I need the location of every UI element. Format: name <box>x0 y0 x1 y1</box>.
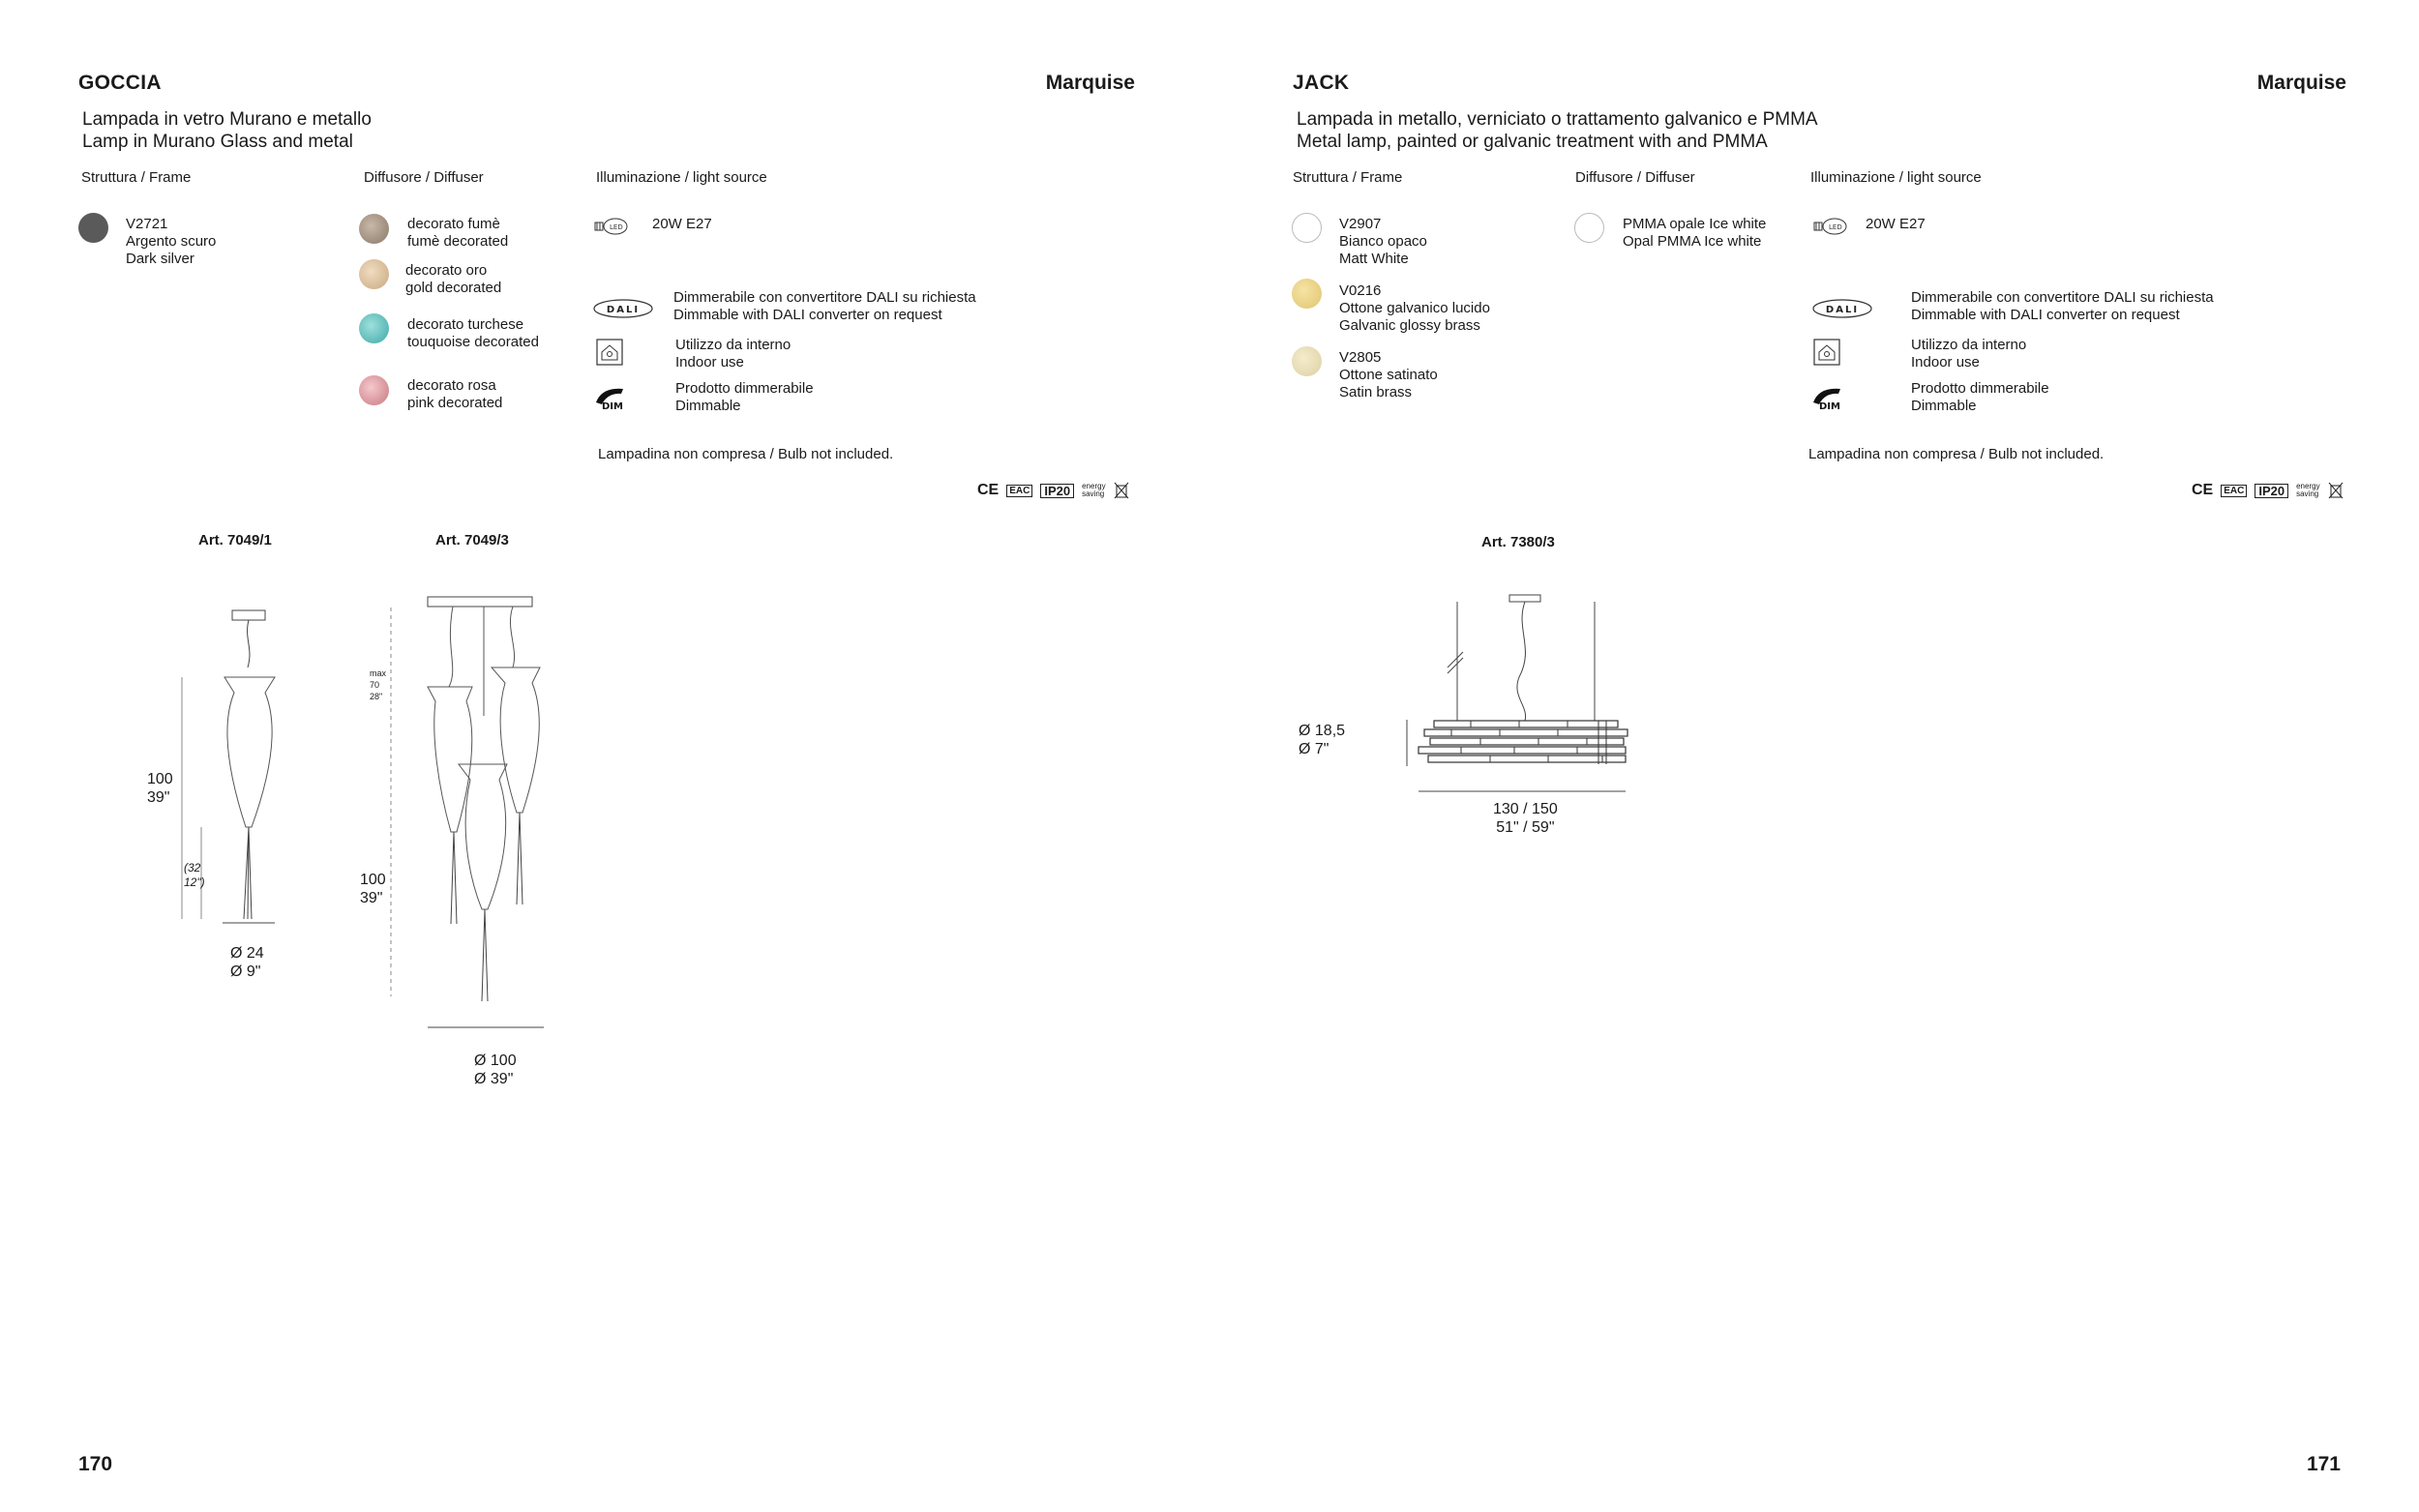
dimmable-text-en: Dimmable <box>1911 398 1977 414</box>
dali-icon-text: DALI <box>606 305 641 315</box>
diffuser-name-it: PMMA opale Ice white <box>1623 216 1767 232</box>
height-dimension <box>1299 722 1345 758</box>
technical-drawing-7049-1 <box>135 600 310 938</box>
column-header-diffuser: Diffusore / Diffuser <box>1575 169 1695 186</box>
frame-name-it: Bianco opaco <box>1339 233 1427 250</box>
frame-name-en: Galvanic glossy brass <box>1339 317 1480 334</box>
diffuser-name-it: decorato turchese <box>407 316 524 333</box>
diffuser-swatch <box>359 375 389 405</box>
frame-name-it: Argento scuro <box>126 233 217 250</box>
frame-finish-label <box>1339 216 1427 268</box>
height-cm: 100 <box>360 872 386 888</box>
height-inch: 39" <box>147 789 170 806</box>
certification-strip <box>2192 482 2344 499</box>
height-dimension <box>360 871 386 907</box>
product-title: JACK <box>1293 72 1350 94</box>
led-bulb-icon <box>1813 217 1852 236</box>
frame-code: V0216 <box>1339 282 1382 299</box>
product-title: GOCCIA <box>78 72 162 94</box>
diffuser-swatch <box>359 259 389 289</box>
diameter-inch: Ø 9" <box>230 964 261 980</box>
indoor-text <box>675 337 791 371</box>
eac-mark-icon: EAC <box>1006 485 1032 497</box>
frame-code: V2805 <box>1339 349 1382 366</box>
brand-name: Marquise <box>2256 72 2346 94</box>
diffuser-name-en: fumè decorated <box>407 233 509 250</box>
indoor-text-it: Utilizzo da interno <box>1911 337 2027 353</box>
diffuser-label <box>407 377 502 412</box>
cable-dimension <box>184 861 205 890</box>
dali-text-it: Dimmerabile con convertitore DALI su richiesta <box>1911 289 2214 306</box>
bulb-note: Lampadina non compresa / Bulb not included. <box>598 446 894 462</box>
page-right <box>1210 0 2419 1512</box>
certification-strip <box>977 482 1129 499</box>
dimmable-icon <box>594 385 629 410</box>
diameter-dimension <box>230 944 264 981</box>
width-cm: 130 / 150 <box>1493 801 1558 817</box>
dali-text <box>673 289 976 324</box>
column-header-frame: Struttura / Frame <box>1293 169 1403 186</box>
diameter-inch: Ø 39" <box>474 1071 514 1087</box>
diffuser-name-en: Opal PMMA Ice white <box>1623 233 1762 250</box>
cable-inch: 12") <box>184 875 205 889</box>
max-label: max <box>370 668 387 678</box>
height-cm: Ø 18,5 <box>1299 723 1346 739</box>
column-header-frame: Struttura / Frame <box>81 169 192 186</box>
height-inch: Ø 7" <box>1299 741 1329 757</box>
diffuser-name-en: pink decorated <box>407 395 503 411</box>
diffuser-swatch <box>359 214 389 244</box>
energy-saving-icon: energy saving <box>1082 482 1106 498</box>
diffuser-name-en: gold decorated <box>405 280 502 296</box>
frame-name-it: Ottone satinato <box>1339 367 1438 383</box>
indoor-use-icon <box>596 339 623 366</box>
ce-mark-icon: CE <box>2192 482 2214 498</box>
indoor-text-en: Indoor use <box>1911 354 1980 371</box>
led-bulb-icon <box>594 217 633 236</box>
frame-name-en: Satin brass <box>1339 384 1413 400</box>
frame-code: V2721 <box>126 216 168 232</box>
dim-icon-text: DIM <box>602 401 623 410</box>
frame-swatch <box>78 213 108 243</box>
technical-drawing-7049-3 <box>377 590 571 1035</box>
indoor-use-icon <box>1813 339 1840 366</box>
frame-code: V2907 <box>1339 216 1382 232</box>
column-header-light: Illuminazione / light source <box>596 169 767 186</box>
subtitle-italian: Lampada in metallo, verniciato o trattamento galvanico e PMMA <box>1297 109 1818 130</box>
diffuser-label <box>407 216 508 251</box>
energy-saving-icon: energy saving <box>2296 482 2320 498</box>
frame-name-it: Ottone galvanico lucido <box>1339 300 1490 316</box>
subtitle-italian: Lampada in vetro Murano e metallo <box>82 109 372 130</box>
cable-cm: (32 <box>184 861 201 875</box>
weee-bin-icon <box>1114 482 1129 499</box>
diffuser-label <box>1623 216 1766 251</box>
height-dimension <box>147 770 173 807</box>
subtitle-english: Lamp in Murano Glass and metal <box>82 132 353 152</box>
diffuser-label <box>405 262 501 297</box>
page-number: 171 <box>2306 1453 2341 1475</box>
dimmable-text-it: Prodotto dimmerabile <box>675 380 814 397</box>
frame-swatch <box>1292 279 1322 309</box>
diffuser-name-en: touquoise decorated <box>407 334 539 350</box>
dimmable-text-it: Prodotto dimmerabile <box>1911 380 2049 397</box>
diffuser-name-it: decorato rosa <box>407 377 496 394</box>
frame-name-en: Matt White <box>1339 251 1409 267</box>
subtitle-english: Metal lamp, painted or galvanic treatment with and PMMA <box>1297 132 1768 152</box>
diameter-cm: Ø 100 <box>474 1052 517 1069</box>
product-subtitle <box>82 108 372 153</box>
led-icon-text: LED <box>610 223 623 231</box>
indoor-text-en: Indoor use <box>675 354 744 371</box>
dali-text-en: Dimmable with DALI converter on request <box>673 307 942 323</box>
product-subtitle <box>1297 108 1818 153</box>
diffuser-name-it: decorato oro <box>405 262 488 279</box>
dimmable-text <box>675 380 814 415</box>
dim-icon-text: DIM <box>1819 401 1840 410</box>
ip20-icon: IP20 <box>2255 484 2288 498</box>
technical-drawing-7380-3 <box>1345 590 1645 803</box>
diameter-dimension <box>474 1052 517 1088</box>
dali-text <box>1911 289 2214 324</box>
page-number: 170 <box>78 1453 113 1475</box>
frame-finish-label <box>1339 282 1490 335</box>
max-cable-dimension <box>370 667 386 702</box>
brand-name: Marquise <box>1045 72 1135 94</box>
article-code-7049-3: Art. 7049/3 <box>435 532 509 548</box>
height-cm: 100 <box>147 771 173 787</box>
diameter-cm: Ø 24 <box>230 945 264 962</box>
ce-mark-icon: CE <box>977 482 1000 498</box>
article-code-7380-3: Art. 7380/3 <box>1481 534 1555 550</box>
height-inch: 39" <box>360 890 383 906</box>
light-source-value: 20W E27 <box>652 216 712 232</box>
frame-finish-label <box>126 216 216 268</box>
dimmable-text <box>1911 380 2049 415</box>
max-cm: 70 <box>370 680 380 690</box>
dali-text-en: Dimmable with DALI converter on request <box>1911 307 2180 323</box>
dali-icon <box>592 298 654 319</box>
column-header-light: Illuminazione / light source <box>1810 169 1982 186</box>
frame-swatch <box>1292 346 1322 376</box>
light-source-value: 20W E27 <box>1866 216 1926 232</box>
frame-swatch <box>1292 213 1322 243</box>
weee-bin-icon <box>2328 482 2344 499</box>
bulb-note: Lampadina non compresa / Bulb not included. <box>1808 446 2105 462</box>
diffuser-swatch <box>359 313 389 343</box>
width-dimension <box>1493 800 1558 837</box>
dali-icon-text: DALI <box>1825 305 1860 315</box>
eac-mark-icon: EAC <box>2221 485 2247 497</box>
dali-icon <box>1811 298 1873 319</box>
ip20-icon: IP20 <box>1040 484 1074 498</box>
indoor-text <box>1911 337 2026 371</box>
width-inch: 51" / 59" <box>1496 819 1555 836</box>
max-inch: 28" <box>370 692 383 701</box>
diffuser-name-it: decorato fumè <box>407 216 500 232</box>
column-header-diffuser: Diffusore / Diffuser <box>364 169 484 186</box>
dimmable-text-en: Dimmable <box>675 398 741 414</box>
dali-text-it: Dimmerabile con convertitore DALI su richiesta <box>673 289 976 306</box>
indoor-text-it: Utilizzo da interno <box>675 337 791 353</box>
led-icon-text: LED <box>1829 223 1842 231</box>
frame-finish-label <box>1339 349 1438 401</box>
article-code-7049-1: Art. 7049/1 <box>198 532 272 548</box>
diffuser-label <box>407 316 539 351</box>
diffuser-swatch <box>1574 213 1604 243</box>
frame-name-en: Dark silver <box>126 251 194 267</box>
dimmable-icon <box>1811 385 1846 410</box>
